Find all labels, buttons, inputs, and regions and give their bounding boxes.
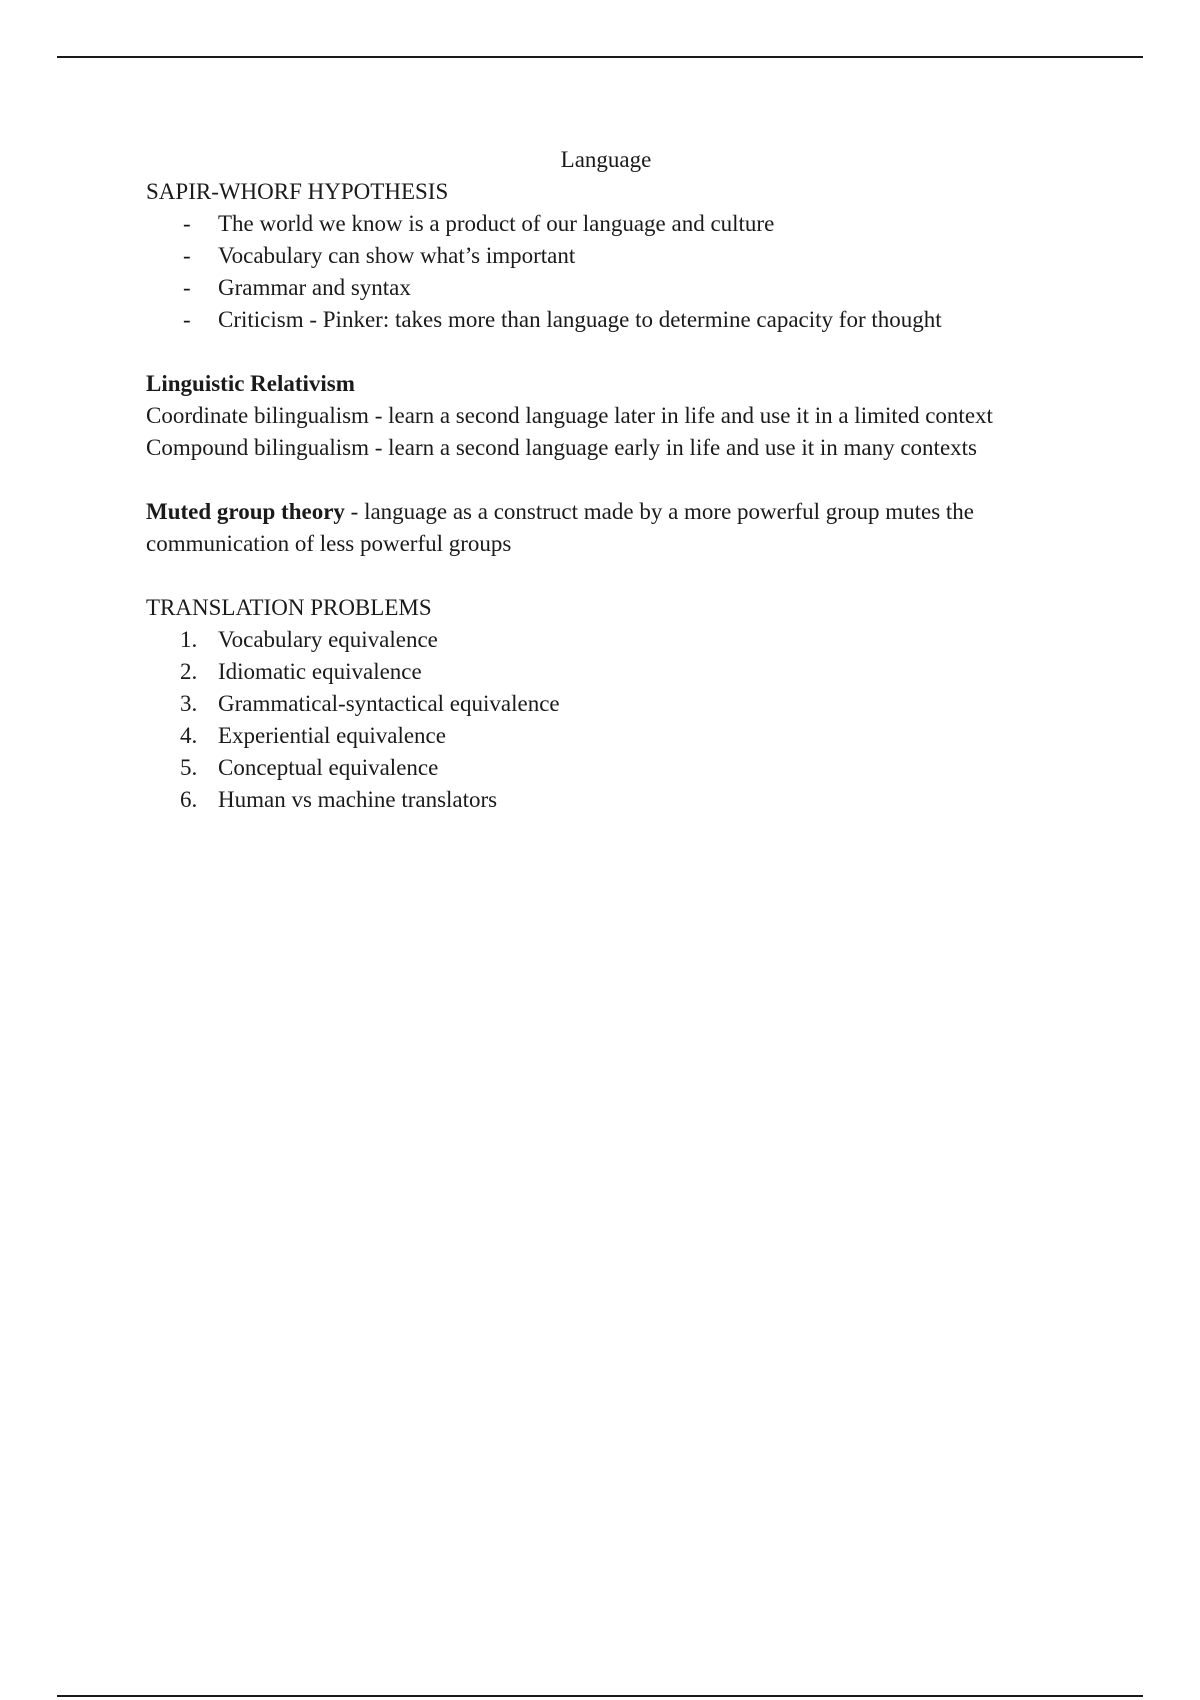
spacer: [146, 464, 1066, 496]
spacer: [146, 336, 1066, 368]
dash-marker: -: [183, 211, 191, 236]
sapir-whorf-list: [146, 208, 1066, 336]
list-item-text: Human vs machine translators: [218, 787, 498, 812]
list-item: [146, 272, 1066, 304]
header-rule: [57, 56, 1143, 58]
number-marker: 4.: [180, 723, 198, 748]
footer-rule: [57, 1695, 1143, 1697]
number-marker: 1.: [180, 627, 198, 652]
list-item: [146, 656, 1066, 688]
dash-marker: -: [183, 275, 191, 300]
list-item: [146, 720, 1066, 752]
list-item: [146, 752, 1066, 784]
compound-bilingualism-line: Compound bilingualism - learn a second language early in life and use it in many contexts: [146, 435, 977, 460]
list-item: [146, 784, 1066, 816]
list-item: [146, 208, 1066, 240]
translation-problems-heading: TRANSLATION PROBLEMS: [146, 595, 432, 620]
list-item: [146, 240, 1066, 272]
list-item: [146, 688, 1066, 720]
dash-marker: -: [183, 307, 191, 332]
list-item-text: Grammar and syntax: [218, 275, 411, 300]
spacer: [146, 560, 1066, 592]
list-item: [146, 304, 1066, 336]
list-item-text: Grammatical-syntactical equivalence: [218, 691, 560, 716]
number-marker: 6.: [180, 787, 198, 812]
number-marker: 5.: [180, 755, 198, 780]
document-body: [146, 144, 1066, 816]
coordinate-bilingualism-line: Coordinate bilingualism - learn a second language later in life and use it in a limited context: [146, 403, 993, 428]
list-item-text: The world we know is a product of our language and culture: [218, 211, 775, 236]
list-item-text: Experiential equivalence: [218, 723, 446, 748]
list-item-text: Criticism - Pinker: takes more than language to determine capacity for thought: [218, 307, 942, 332]
linguistic-relativism-heading: Linguistic Relativism: [146, 371, 355, 396]
list-item-text: Vocabulary can show what’s important: [218, 243, 576, 268]
number-marker: 2.: [180, 659, 198, 684]
list-item-text: Conceptual equivalence: [218, 755, 439, 780]
list-item: [146, 624, 1066, 656]
list-item-text: Vocabulary equivalence: [218, 627, 438, 652]
number-marker: 3.: [180, 691, 198, 716]
translation-problems-list: [146, 624, 1066, 816]
list-item-text: Idiomatic equivalence: [218, 659, 422, 684]
sapir-whorf-heading: SAPIR-WHORF HYPOTHESIS: [146, 179, 449, 204]
muted-group-theory-term: Muted group theory: [146, 499, 345, 524]
muted-group-theory-paragraph: [146, 496, 1066, 560]
dash-marker: -: [183, 243, 191, 268]
document-title: Language: [560, 147, 652, 172]
muted-group-theory-definition: - language as a construct made by a more powerful group mutes the communication of less powerful groups: [146, 499, 975, 556]
